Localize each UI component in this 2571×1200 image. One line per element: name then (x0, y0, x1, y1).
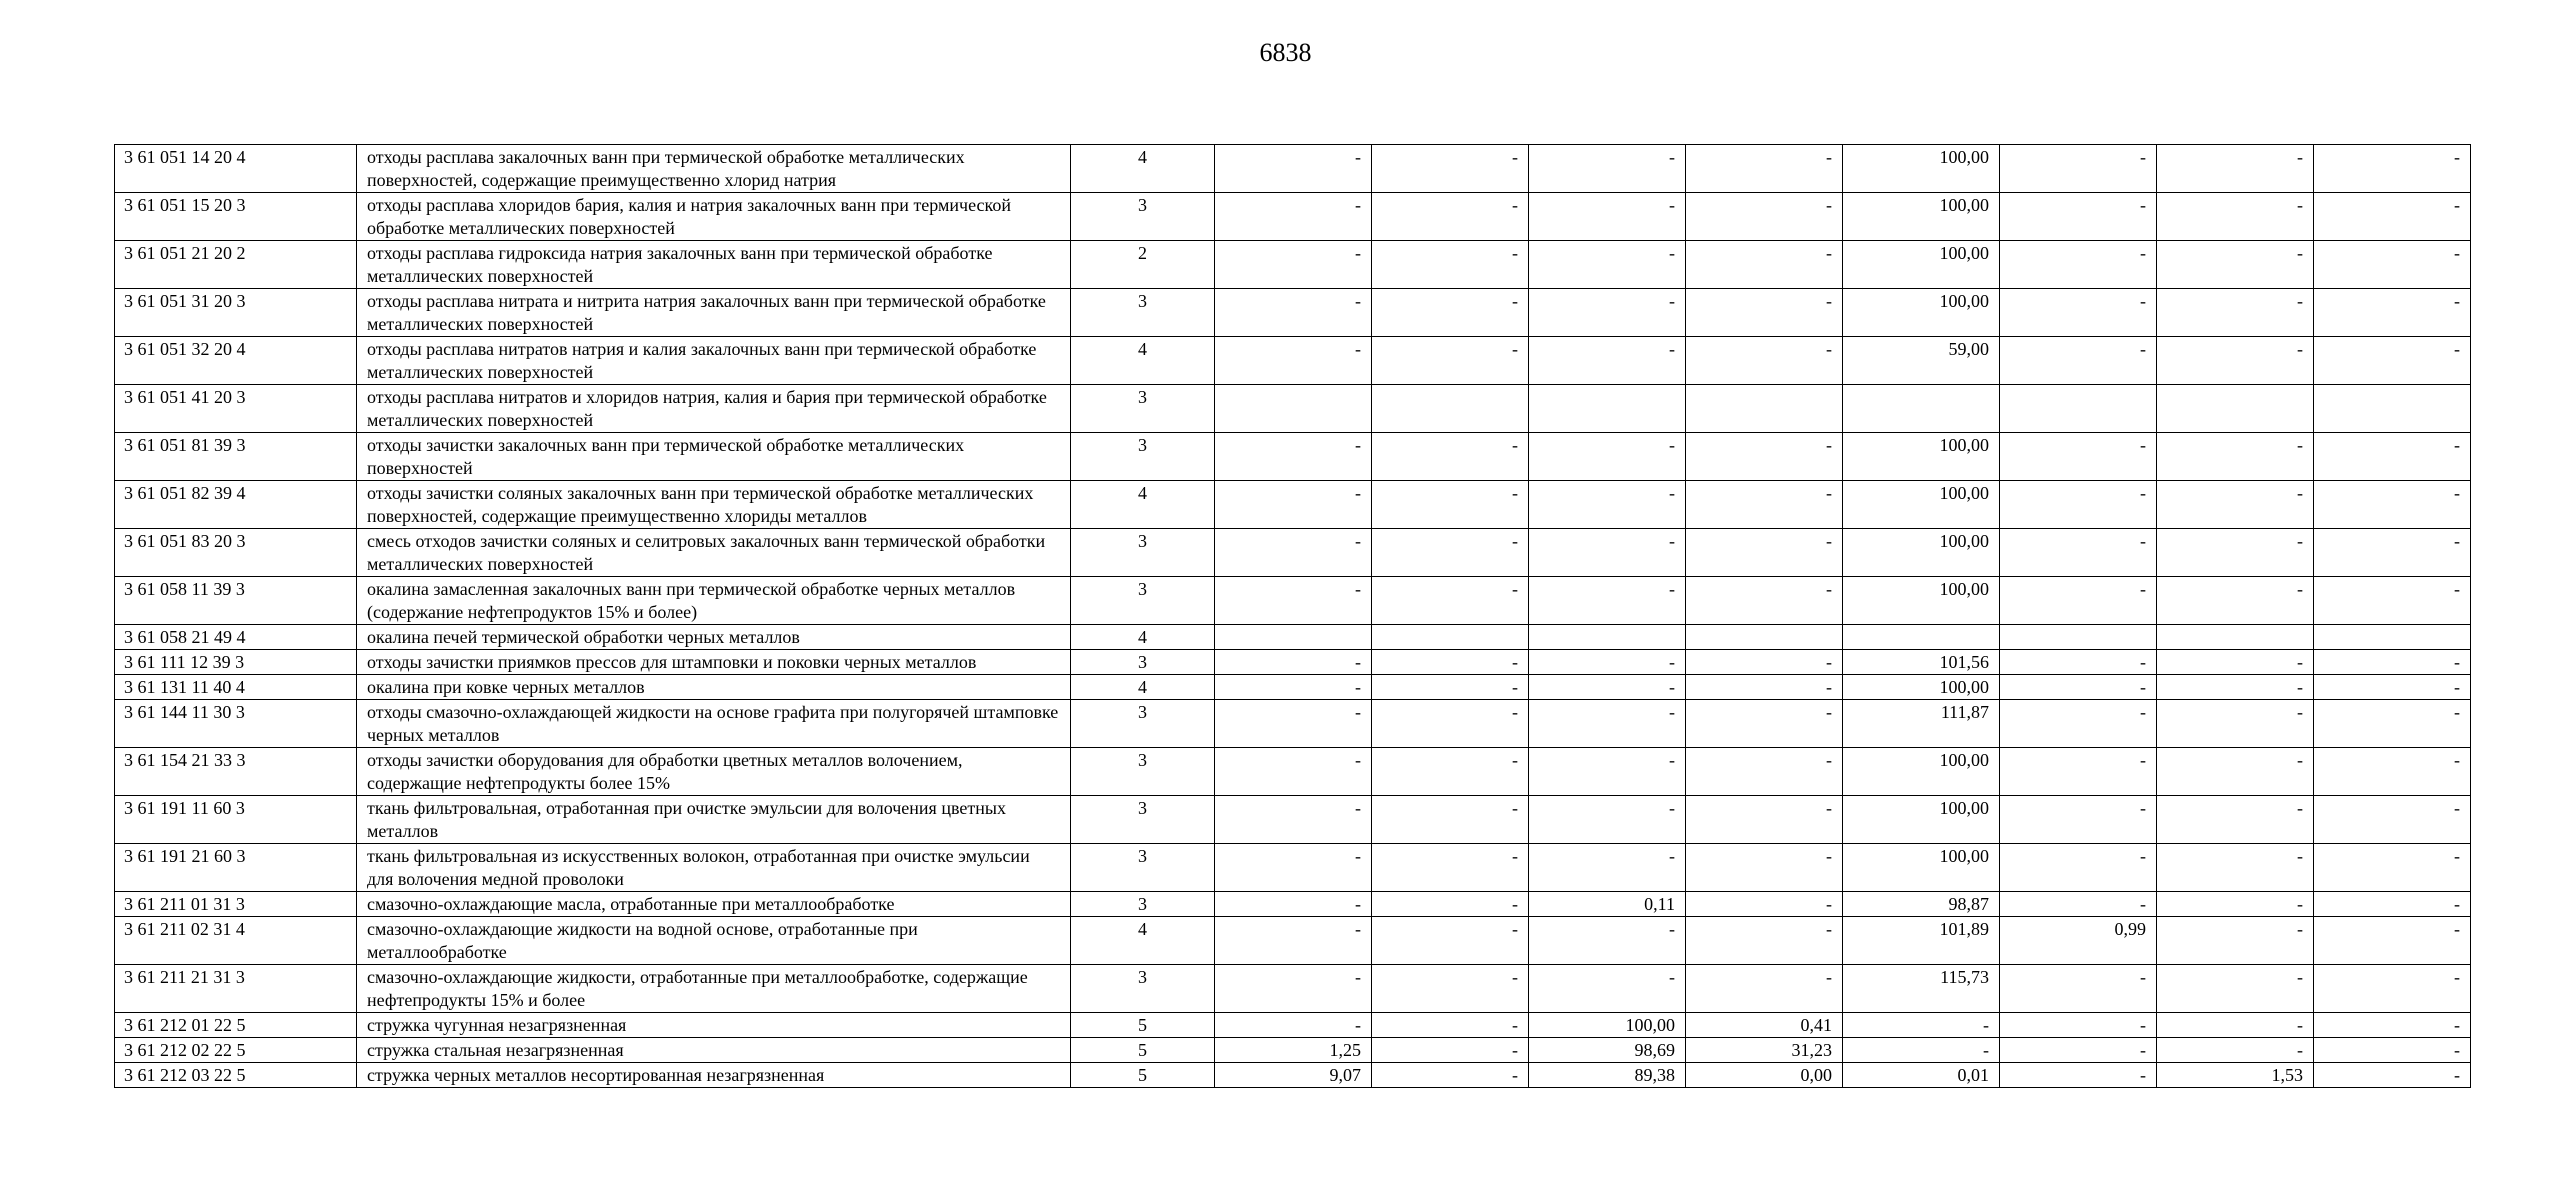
value-cell: 89,38 (1529, 1063, 1686, 1088)
value-cell: - (1529, 917, 1686, 965)
value-cell: - (2000, 241, 2157, 289)
value-cell: 100,00 (1843, 748, 2000, 796)
waste-code-cell: 3 61 051 15 20 3 (115, 193, 357, 241)
value-cell: - (2314, 481, 2471, 529)
value-cell: 0,00 (1686, 1063, 1843, 1088)
value-cell: - (1686, 748, 1843, 796)
waste-name-cell: окалина печей термической обработки черных металлов (357, 625, 1071, 650)
value-cell: - (1372, 481, 1529, 529)
waste-name-cell: смесь отходов зачистки соляных и селитровых закалочных ванн термической обработки металлических поверхностей (357, 529, 1071, 577)
value-cell: - (1372, 1063, 1529, 1088)
value-cell: 115,73 (1843, 965, 2000, 1013)
waste-code-cell: 3 61 212 03 22 5 (115, 1063, 357, 1088)
value-cell: - (2314, 289, 2471, 337)
value-cell: 1,53 (2157, 1063, 2314, 1088)
value-cell: - (2314, 675, 2471, 700)
value-cell: - (2000, 1063, 2157, 1088)
value-cell: - (1529, 433, 1686, 481)
value-cell: - (2000, 145, 2157, 193)
value-cell: - (1529, 337, 1686, 385)
table-row (115, 917, 2471, 965)
value-cell (1686, 385, 1843, 433)
value-cell: - (1215, 917, 1372, 965)
value-cell: - (2157, 577, 2314, 625)
waste-code-cell: 3 61 051 82 39 4 (115, 481, 357, 529)
value-cell: 100,00 (1843, 529, 2000, 577)
waste-name-cell: отходы зачистки приямков прессов для штамповки и поковки черных металлов (357, 650, 1071, 675)
value-cell: - (1686, 675, 1843, 700)
value-cell: - (1215, 796, 1372, 844)
value-cell: - (1215, 577, 1372, 625)
value-cell: - (1215, 700, 1372, 748)
value-cell: - (2157, 1038, 2314, 1063)
value-cell (2314, 625, 2471, 650)
value-cell (1529, 385, 1686, 433)
waste-name-cell: отходы расплава нитратов и хлоридов натрия, калия и бария при термической обработке металлических поверхностей (357, 385, 1071, 433)
waste-name-cell: стружка чугунная незагрязненная (357, 1013, 1071, 1038)
value-cell: - (2157, 193, 2314, 241)
waste-code-cell: 3 61 051 31 20 3 (115, 289, 357, 337)
waste-code-cell: 3 61 131 11 40 4 (115, 675, 357, 700)
hazard-class-cell: 4 (1071, 481, 1215, 529)
waste-name-cell: отходы зачистки закалочных ванн при термической обработке металлических поверхностей (357, 433, 1071, 481)
waste-code-cell: 3 61 211 02 31 4 (115, 917, 357, 965)
value-cell: - (1215, 193, 1372, 241)
table-row (115, 700, 2471, 748)
value-cell: - (1215, 650, 1372, 675)
value-cell: - (1215, 1013, 1372, 1038)
value-cell: 0,11 (1529, 892, 1686, 917)
value-cell: 100,00 (1843, 675, 2000, 700)
hazard-class-cell: 3 (1071, 748, 1215, 796)
value-cell (1372, 385, 1529, 433)
value-cell: - (2000, 1013, 2157, 1038)
waste-code-cell: 3 61 051 81 39 3 (115, 433, 357, 481)
value-cell: - (1686, 844, 1843, 892)
value-cell: - (2157, 844, 2314, 892)
value-cell: - (1686, 337, 1843, 385)
hazard-class-cell: 3 (1071, 385, 1215, 433)
value-cell (1215, 625, 1372, 650)
waste-name-cell: отходы расплава хлоридов бария, калия и натрия закалочных ванн при термической обработке металлических поверхностей (357, 193, 1071, 241)
table-row (115, 433, 2471, 481)
value-cell: - (1529, 241, 1686, 289)
table-row (115, 145, 2471, 193)
value-cell: - (1686, 241, 1843, 289)
value-cell: 100,00 (1843, 481, 2000, 529)
value-cell: - (1215, 337, 1372, 385)
value-cell: - (1215, 675, 1372, 700)
hazard-class-cell: 3 (1071, 577, 1215, 625)
value-cell (2314, 385, 2471, 433)
value-cell: - (1215, 145, 1372, 193)
value-cell: - (2157, 748, 2314, 796)
waste-code-cell: 3 61 191 11 60 3 (115, 796, 357, 844)
value-cell: - (1529, 844, 1686, 892)
value-cell: - (2314, 337, 2471, 385)
value-cell (2157, 625, 2314, 650)
value-cell: - (1215, 481, 1372, 529)
value-cell: - (2157, 289, 2314, 337)
value-cell: 100,00 (1843, 844, 2000, 892)
waste-name-cell: смазочно-охлаждающие масла, отработанные при металлообработке (357, 892, 1071, 917)
table-row (115, 1038, 2471, 1063)
waste-code-cell: 3 61 051 14 20 4 (115, 145, 357, 193)
value-cell (1215, 385, 1372, 433)
table-row (115, 650, 2471, 675)
waste-name-cell: стружка стальная незагрязненная (357, 1038, 1071, 1063)
value-cell: 31,23 (1686, 1038, 1843, 1063)
value-cell: - (1372, 145, 1529, 193)
hazard-class-cell: 3 (1071, 844, 1215, 892)
value-cell: 101,89 (1843, 917, 2000, 965)
value-cell: - (1372, 650, 1529, 675)
table-row (115, 241, 2471, 289)
value-cell: 100,00 (1843, 796, 2000, 844)
value-cell: - (1529, 193, 1686, 241)
value-cell: - (1529, 577, 1686, 625)
value-cell: - (2000, 796, 2157, 844)
waste-name-cell: отходы расплава нитратов натрия и калия закалочных ванн при термической обработке металлических поверхностей (357, 337, 1071, 385)
hazard-class-cell: 3 (1071, 529, 1215, 577)
value-cell: 111,87 (1843, 700, 2000, 748)
table-row (115, 289, 2471, 337)
value-cell: - (1529, 650, 1686, 675)
value-cell: - (1215, 965, 1372, 1013)
value-cell: - (2314, 433, 2471, 481)
hazard-class-cell: 4 (1071, 145, 1215, 193)
value-cell: - (2157, 965, 2314, 1013)
value-cell: - (1215, 844, 1372, 892)
value-cell: - (1215, 529, 1372, 577)
value-cell (1843, 625, 2000, 650)
value-cell: 1,25 (1215, 1038, 1372, 1063)
value-cell (2000, 625, 2157, 650)
hazard-class-cell: 3 (1071, 700, 1215, 748)
waste-classification-table (114, 144, 2471, 1088)
value-cell (1686, 625, 1843, 650)
hazard-class-cell: 3 (1071, 965, 1215, 1013)
value-cell: - (1372, 675, 1529, 700)
value-cell: 0,41 (1686, 1013, 1843, 1038)
table-row (115, 193, 2471, 241)
value-cell: - (2000, 193, 2157, 241)
table-row (115, 965, 2471, 1013)
hazard-class-cell: 5 (1071, 1013, 1215, 1038)
waste-name-cell: отходы расплава закалочных ванн при термической обработке металлических поверхностей, содержащие преимущественно хлорид натрия (357, 145, 1071, 193)
value-cell: - (1529, 289, 1686, 337)
value-cell: - (1529, 748, 1686, 796)
value-cell: - (2000, 529, 2157, 577)
value-cell: - (1529, 675, 1686, 700)
value-cell: - (2314, 145, 2471, 193)
value-cell: - (2157, 145, 2314, 193)
waste-name-cell: отходы расплава нитрата и нитрита натрия закалочных ванн при термической обработке металлических поверхностей (357, 289, 1071, 337)
value-cell: 0,01 (1843, 1063, 2000, 1088)
value-cell: - (2157, 337, 2314, 385)
value-cell: 100,00 (1843, 577, 2000, 625)
value-cell: - (1686, 700, 1843, 748)
value-cell: - (1686, 193, 1843, 241)
table-row (115, 577, 2471, 625)
value-cell: - (2157, 650, 2314, 675)
value-cell: - (1372, 748, 1529, 796)
value-cell: - (1529, 700, 1686, 748)
hazard-class-cell: 3 (1071, 193, 1215, 241)
value-cell: - (2000, 1038, 2157, 1063)
value-cell: - (2000, 289, 2157, 337)
table-row (115, 1063, 2471, 1088)
value-cell: - (2157, 1013, 2314, 1038)
value-cell: - (2314, 577, 2471, 625)
table-row (115, 1013, 2471, 1038)
value-cell: - (1215, 892, 1372, 917)
value-cell: 59,00 (1843, 337, 2000, 385)
table-row (115, 481, 2471, 529)
value-cell: - (1372, 892, 1529, 917)
value-cell: - (1372, 1038, 1529, 1063)
value-cell: - (2314, 241, 2471, 289)
value-cell: - (1686, 917, 1843, 965)
waste-code-cell: 3 61 144 11 30 3 (115, 700, 357, 748)
hazard-class-cell: 4 (1071, 917, 1215, 965)
table-row (115, 748, 2471, 796)
value-cell: - (2157, 796, 2314, 844)
table-row (115, 625, 2471, 650)
waste-name-cell: смазочно-охлаждающие жидкости, отработанные при металлообработке, содержащие нефтепродукты 15% и более (357, 965, 1071, 1013)
value-cell (1372, 625, 1529, 650)
value-cell: - (2000, 577, 2157, 625)
hazard-class-cell: 3 (1071, 289, 1215, 337)
hazard-class-cell: 3 (1071, 650, 1215, 675)
value-cell: - (1372, 1013, 1529, 1038)
value-cell (2157, 385, 2314, 433)
waste-name-cell: ткань фильтровальная, отработанная при очистке эмульсии для волочения цветных металлов (357, 796, 1071, 844)
value-cell: - (1215, 748, 1372, 796)
value-cell: - (2000, 433, 2157, 481)
table-row (115, 892, 2471, 917)
value-cell: - (2314, 748, 2471, 796)
value-cell: - (1843, 1013, 2000, 1038)
waste-name-cell: окалина замасленная закалочных ванн при термической обработке черных металлов (содержание нефтепродуктов 15% и более) (357, 577, 1071, 625)
value-cell: 9,07 (1215, 1063, 1372, 1088)
value-cell: - (2000, 481, 2157, 529)
value-cell: - (1686, 529, 1843, 577)
value-cell: - (2000, 748, 2157, 796)
waste-name-cell: окалина при ковке черных металлов (357, 675, 1071, 700)
value-cell: - (2314, 844, 2471, 892)
waste-name-cell: ткань фильтровальная из искусственных волокон, отработанная при очистке эмульсии для волочения медной проволоки (357, 844, 1071, 892)
table-row (115, 675, 2471, 700)
value-cell: - (1686, 145, 1843, 193)
waste-code-cell: 3 61 191 21 60 3 (115, 844, 357, 892)
waste-name-cell: отходы зачистки соляных закалочных ванн при термической обработке металлических поверхностей, содержащие преимущественно хлориды металлов (357, 481, 1071, 529)
waste-code-cell: 3 61 211 21 31 3 (115, 965, 357, 1013)
value-cell: - (1372, 337, 1529, 385)
value-cell (1529, 625, 1686, 650)
hazard-class-cell: 5 (1071, 1038, 1215, 1063)
table-row (115, 337, 2471, 385)
waste-code-cell: 3 61 058 21 49 4 (115, 625, 357, 650)
waste-name-cell: отходы расплава гидроксида натрия закалочных ванн при термической обработке металлических поверхностей (357, 241, 1071, 289)
value-cell: - (2314, 796, 2471, 844)
value-cell: - (1372, 289, 1529, 337)
value-cell: - (1686, 433, 1843, 481)
waste-code-cell: 3 61 154 21 33 3 (115, 748, 357, 796)
page-number: 6838 (1259, 38, 1312, 67)
value-cell: - (2314, 1013, 2471, 1038)
value-cell: - (2314, 1063, 2471, 1088)
value-cell (1843, 385, 2000, 433)
value-cell: - (1529, 481, 1686, 529)
value-cell: - (2157, 529, 2314, 577)
value-cell: - (2157, 481, 2314, 529)
value-cell: - (1686, 965, 1843, 1013)
value-cell: - (2314, 650, 2471, 675)
value-cell: - (2314, 193, 2471, 241)
value-cell: 100,00 (1843, 433, 2000, 481)
table-body (115, 145, 2471, 1088)
value-cell: - (1529, 796, 1686, 844)
waste-code-cell: 3 61 051 83 20 3 (115, 529, 357, 577)
value-cell: - (1686, 796, 1843, 844)
value-cell: - (1372, 844, 1529, 892)
value-cell: 98,69 (1529, 1038, 1686, 1063)
table-row (115, 385, 2471, 433)
value-cell: - (1372, 700, 1529, 748)
hazard-class-cell: 3 (1071, 796, 1215, 844)
value-cell: 100,00 (1529, 1013, 1686, 1038)
table-row (115, 529, 2471, 577)
value-cell: - (1372, 965, 1529, 1013)
value-cell: - (2157, 675, 2314, 700)
value-cell: - (1372, 241, 1529, 289)
waste-name-cell: стружка черных металлов несортированная незагрязненная (357, 1063, 1071, 1088)
value-cell: 98,87 (1843, 892, 2000, 917)
hazard-class-cell: 5 (1071, 1063, 1215, 1088)
value-cell: - (1215, 289, 1372, 337)
value-cell: - (2000, 892, 2157, 917)
waste-code-cell: 3 61 051 32 20 4 (115, 337, 357, 385)
value-cell: 100,00 (1843, 241, 2000, 289)
hazard-class-cell: 4 (1071, 625, 1215, 650)
waste-code-cell: 3 61 111 12 39 3 (115, 650, 357, 675)
waste-code-cell: 3 61 211 01 31 3 (115, 892, 357, 917)
value-cell: - (1372, 193, 1529, 241)
value-cell: - (2000, 675, 2157, 700)
hazard-class-cell: 4 (1071, 675, 1215, 700)
value-cell: - (1372, 796, 1529, 844)
hazard-class-cell: 3 (1071, 892, 1215, 917)
waste-name-cell: отходы смазочно-охлаждающей жидкости на основе графита при полугорячей штамповке черных металлов (357, 700, 1071, 748)
waste-code-cell: 3 61 051 41 20 3 (115, 385, 357, 433)
value-cell: - (2157, 700, 2314, 748)
value-cell: - (1843, 1038, 2000, 1063)
waste-name-cell: отходы зачистки оборудования для обработки цветных металлов волочением, содержащие нефтепродукты более 15% (357, 748, 1071, 796)
value-cell: - (1686, 481, 1843, 529)
value-cell: - (1529, 145, 1686, 193)
value-cell: - (2157, 892, 2314, 917)
table-row (115, 796, 2471, 844)
value-cell: - (2314, 965, 2471, 1013)
value-cell: - (1686, 650, 1843, 675)
hazard-class-cell: 4 (1071, 337, 1215, 385)
value-cell: 100,00 (1843, 145, 2000, 193)
waste-name-cell: смазочно-охлаждающие жидкости на водной основе, отработанные при металлообработке (357, 917, 1071, 965)
value-cell: - (2000, 650, 2157, 675)
value-cell: - (1686, 892, 1843, 917)
value-cell: - (1372, 433, 1529, 481)
value-cell: 100,00 (1843, 193, 2000, 241)
value-cell: - (1529, 965, 1686, 1013)
waste-code-cell: 3 61 212 01 22 5 (115, 1013, 357, 1038)
value-cell: - (2157, 917, 2314, 965)
waste-code-cell: 3 61 051 21 20 2 (115, 241, 357, 289)
value-cell: - (2314, 1038, 2471, 1063)
value-cell: - (1372, 529, 1529, 577)
value-cell: - (2314, 700, 2471, 748)
value-cell: 101,56 (1843, 650, 2000, 675)
value-cell: - (1372, 917, 1529, 965)
value-cell (2000, 385, 2157, 433)
value-cell: - (1215, 433, 1372, 481)
value-cell: - (2000, 844, 2157, 892)
value-cell: - (1215, 241, 1372, 289)
value-cell: - (2157, 241, 2314, 289)
value-cell: - (2000, 700, 2157, 748)
value-cell: - (1372, 577, 1529, 625)
value-cell: - (2314, 892, 2471, 917)
hazard-class-cell: 3 (1071, 433, 1215, 481)
value-cell: - (2000, 965, 2157, 1013)
value-cell: - (1529, 529, 1686, 577)
waste-code-cell: 3 61 212 02 22 5 (115, 1038, 357, 1063)
table-row (115, 844, 2471, 892)
value-cell: 0,99 (2000, 917, 2157, 965)
value-cell: - (2000, 337, 2157, 385)
waste-code-cell: 3 61 058 11 39 3 (115, 577, 357, 625)
value-cell: - (1686, 289, 1843, 337)
hazard-class-cell: 2 (1071, 241, 1215, 289)
value-cell: - (2157, 433, 2314, 481)
value-cell: - (2314, 529, 2471, 577)
value-cell: 100,00 (1843, 289, 2000, 337)
value-cell: - (2314, 917, 2471, 965)
value-cell: - (1686, 577, 1843, 625)
